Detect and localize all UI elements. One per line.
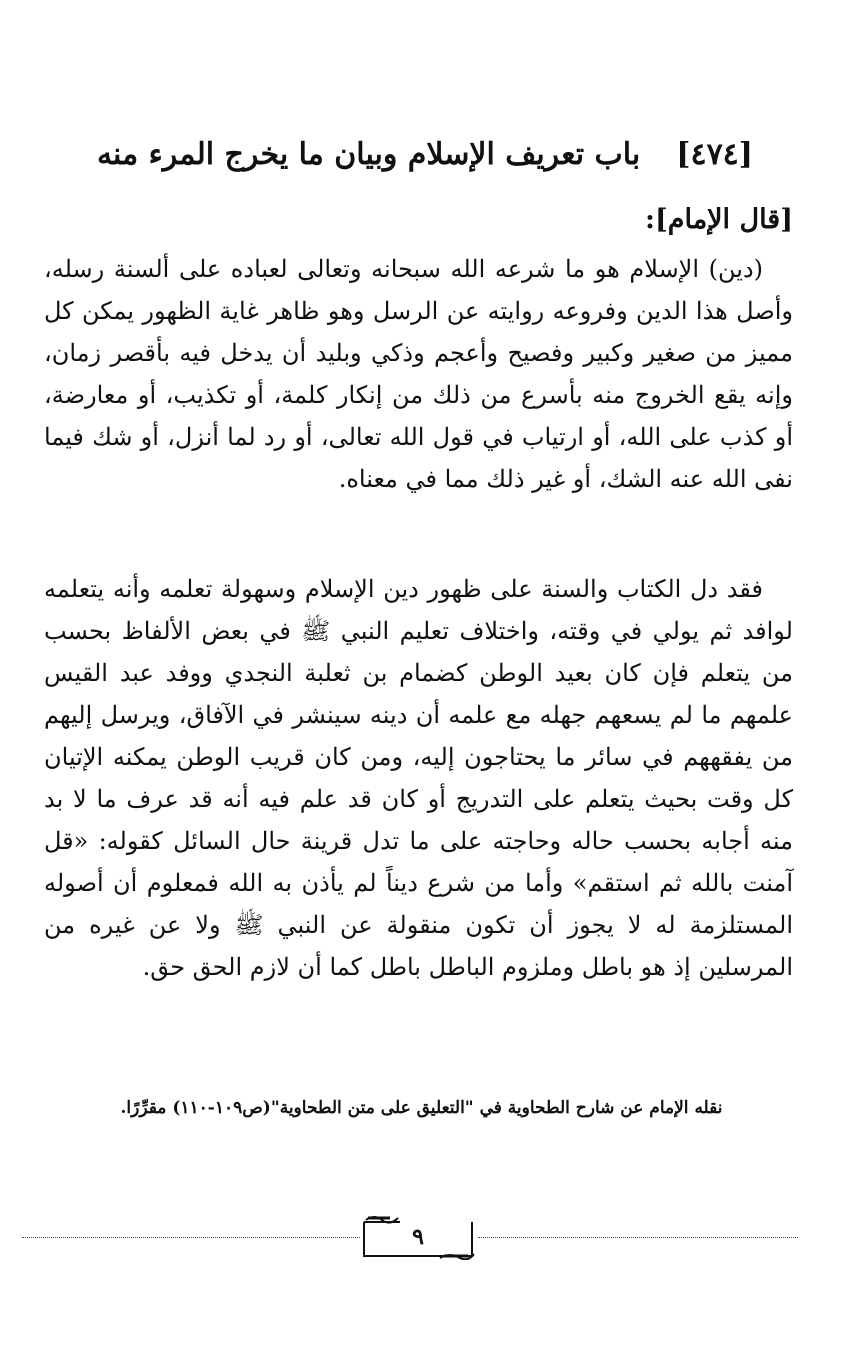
page-number: ٩ [412,1224,424,1250]
paragraph-1: (دين) الإسلام هو ما شرعه الله سبحانه وتعالى لعباده على ألسنة رسله، وأصل هذا الدين وفروعه روايته عن الرسل وهو ظاهر غاية الظهور يمكن كل مميز من صغير وكبير وفصيح وأعجم وذكي وبليد أن يدخل فيه بأقصر زمان، وإنه يقع الخروج منه بأسرع من ذلك من إنكار كلمة، أو تكذيب، أو معارضة، أو كذب على الله، أو ارتياب في قول الله تعالى، أو رد لما أنزل، أو شك فيما نفى الله عنه الشك، أو غير ذلك مما في معناه. [44,255,793,493]
section-label: [قال الإمام]: [645,204,793,235]
paragraph-2: فقد دل الكتاب والسنة على ظهور دين الإسلام وسهولة تعلمه وأنه يتعلمه لوافد ثم يولي في وقته، واختلاف تعليم النبي ﷺ في بعض الألفاظ بحسب من يتعلم فإن كان بعيد الوطن كضمام بن ثعلبة النجدي ووفد عبد القيس علمهم ما لم يسعهم جهله مع علمه أن دينه سينشر في الآفاق، ويرسل إليهم من يفقههم في سائر ما يحتاجون إليه، ومن كان قريب الوطن يمكنه الإتيان كل وقت بحيث يتعلم على التدريج أو كان قد علم فيه أنه قد عرف ما لا بد منه أجابه بحسب حاله وحاجته على ما تدل قرينة حال السائل كقوله: «قل آمنت بالله ثم استقم» وأما من شرع ديناً لم يأذن به الله فمعلوم أن أصوله المستلزمة له لا يجوز أن تكون منقولة عن النبي ﷺ ولا عن غيره من المرسلين إذ هو باطل وملزوم الباطل باطل كما أن لازم الحق حق. [44,575,793,981]
source-note: نقله الإمام عن شارح الطحاوية في "التعليق على متن الطحاوية"(ص١٠٩-١١٠) مقرِّرًا. [120,1098,723,1118]
chapter-heading [40,130,753,180]
footer-dotted-rule-right [478,1237,798,1238]
chapter-number: [٤٧٤] [676,137,753,172]
chapter-title: باب تعريف الإسلام وبيان ما يخرج المرء منه [96,137,641,172]
footer-dotted-rule-left [22,1237,360,1238]
